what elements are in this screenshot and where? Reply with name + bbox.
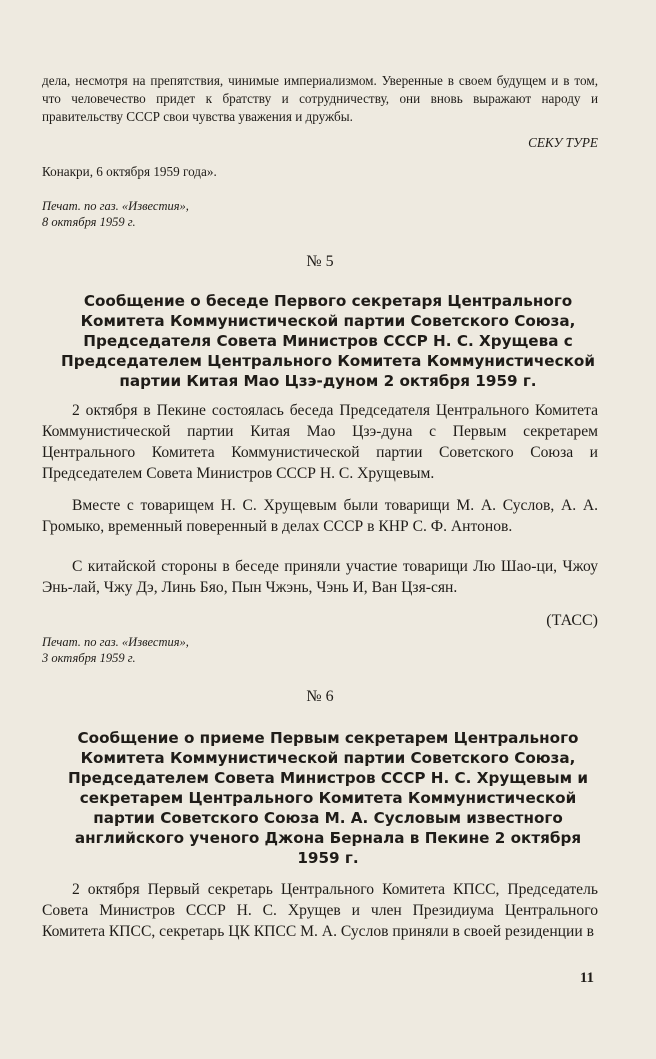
doc5-paragraph-1: 2 октября в Пекине состоялась беседа Председателя Центрального Комитета Коммунистической партии Китая Мао Цзэ-дуна с Первым секретарем Центрального Комитета Коммунистической партии Советского Союза и Председателем Совета Министров СССР Н. С. Хрущевым. <box>42 402 598 482</box>
place-date: Конакри, 6 октября 1959 года». <box>42 164 217 179</box>
source-note-2 <box>42 634 598 666</box>
doc6-paragraph-1: 2 октября Первый секретарь Центрального Комитета КПСС, Председатель Совета Министров СССР Н. С. Хрущев и член Президиума Центрального Комитета КПСС, секретарь ЦК КПСС М. А. Суслов приняли в своей резиденции в <box>42 881 598 940</box>
intro-paragraph: дела, несмотря на препятствия, чинимые империализмом. Уверенные в своем будущем и в том, что человечество придет к братству и сотрудничеству, они вновь выражают народу и правительству СССР свои чувства уважения и дружбы. <box>42 73 598 124</box>
source-line: 8 октября 1959 г. <box>42 215 136 229</box>
page-number: 11 <box>579 970 594 986</box>
agency-tass: (ТАСС) <box>546 612 598 629</box>
document-title-6: Сообщение о приеме Первым секретарем Центрального Комитета Коммунистической партии Советского Союза, Председателем Совета Министров СССР Н. С. Хрущевым и секретарем Центрального Комитета Коммунистической партии Советского Союза М. А. Сусловым известного английского ученого Джона Бернала в Пекине 2 октября 1959 г. <box>67 729 588 867</box>
document-number-5: № 5 <box>306 253 334 270</box>
source-note-1 <box>42 198 598 230</box>
signature: СЕКУ ТУРЕ <box>528 135 598 150</box>
source-line: Печат. по газ. «Известия», <box>42 635 189 649</box>
doc5-paragraph-3: С китайской стороны в беседе приняли участие товарищи Лю Шао-ци, Чжоу Энь-лай, Чжу Дэ, Линь Бяо, Пын Чжэнь, Чэнь И, Ван Цзя-сян. <box>42 558 598 596</box>
document-number-6: № 6 <box>306 688 334 705</box>
source-line: 3 октября 1959 г. <box>42 651 136 665</box>
document-title-5: Сообщение о беседе Первого секретаря Центрального Комитета Коммунистической партии Советского Союза, Председателя Совета Министров СССР Н. С. Хрущева с Председателем Центрального Комитета Коммунистической партии Китая Мао Цзэ-дуном 2 октября 1959 г. <box>61 292 595 390</box>
doc5-paragraph-2: Вместе с товарищем Н. С. Хрущевым были товарищи М. А. Суслов, А. А. Громыко, временный поверенный в делах СССР в КНР С. Ф. Антонов. <box>42 497 598 535</box>
source-line: Печат. по газ. «Известия», <box>42 199 189 213</box>
